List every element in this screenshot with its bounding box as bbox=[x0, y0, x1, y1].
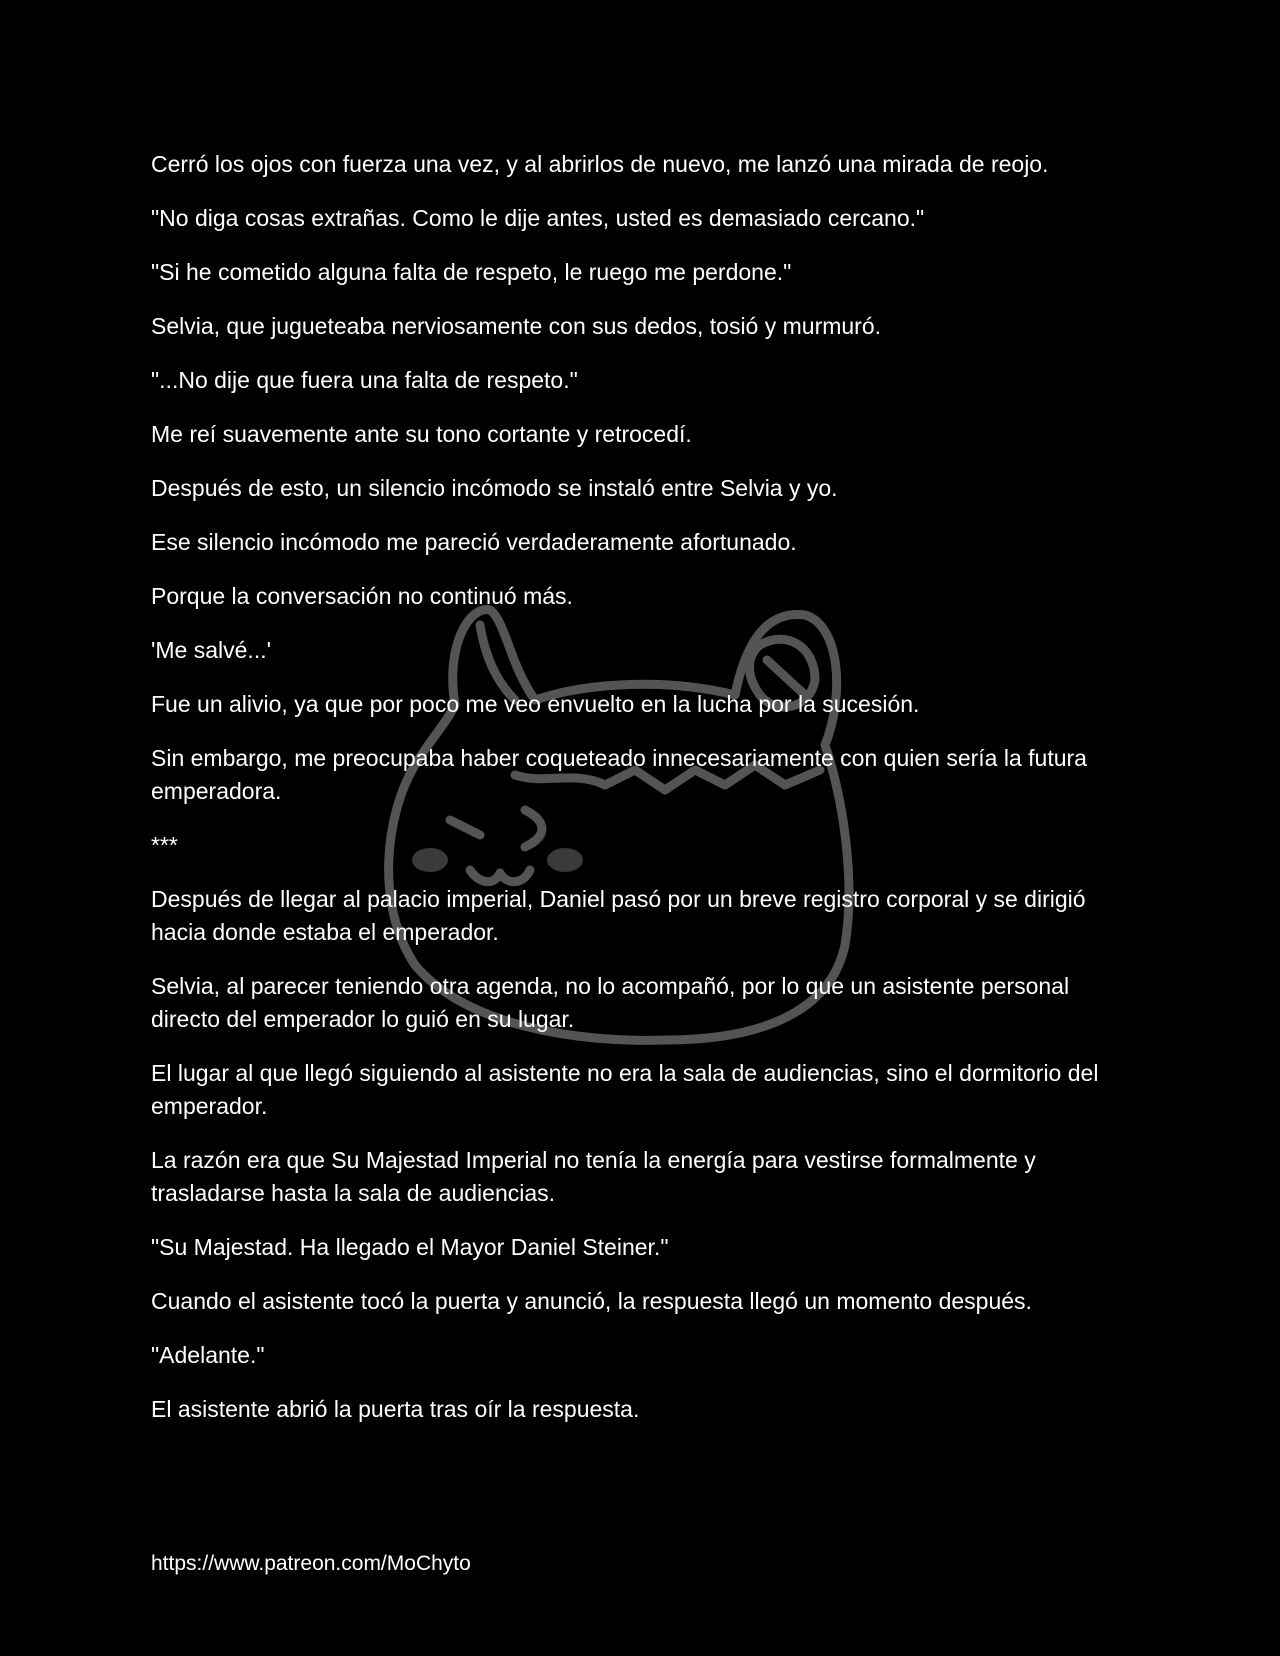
paragraph: "Adelante." bbox=[151, 1342, 265, 1368]
scene-break: *** bbox=[151, 832, 178, 858]
paragraph: "...No dije que fuera una falta de respeto." bbox=[151, 367, 578, 393]
paragraph: "Su Majestad. Ha llegado el Mayor Daniel Steiner." bbox=[151, 1234, 669, 1260]
paragraph: 'Me salvé...' bbox=[151, 637, 271, 663]
paragraph: Porque la conversación no continuó más. bbox=[151, 583, 573, 609]
paragraph: Fue un alivio, ya que por poco me veo envuelto en la lucha por la sucesión. bbox=[151, 691, 920, 717]
paragraph: "No diga cosas extrañas. Como le dije antes, usted es demasiado cercano." bbox=[151, 205, 925, 231]
paragraph: Selvia, al parecer teniendo otra agenda, no lo acompañó, por lo que un asistente personal directo del emperador lo guió en su lugar. bbox=[151, 973, 1070, 1032]
paragraph: Cerró los ojos con fuerza una vez, y al abrirlos de nuevo, me lanzó una mirada de reojo. bbox=[151, 151, 1049, 177]
story-text bbox=[151, 148, 1141, 1447]
paragraph: Ese silencio incómodo me pareció verdaderamente afortunado. bbox=[151, 529, 797, 555]
paragraph: La razón era que Su Majestad Imperial no tenía la energía para vestirse formalmente y trasladarse hasta la sala de audiencias. bbox=[151, 1147, 1036, 1206]
paragraph: Después de llegar al palacio imperial, Daniel pasó por un breve registro corporal y se dirigió hacia donde estaba el emperador. bbox=[151, 886, 1086, 945]
paragraph: Después de esto, un silencio incómodo se instaló entre Selvia y yo. bbox=[151, 475, 838, 501]
paragraph: Me reí suavemente ante su tono cortante y retrocedí. bbox=[151, 421, 692, 447]
paragraph: El asistente abrió la puerta tras oír la respuesta. bbox=[151, 1396, 640, 1422]
patreon-link[interactable]: https://www.patreon.com/MoChyto bbox=[151, 1552, 471, 1575]
paragraph: Sin embargo, me preocupaba haber coqueteado innecesariamente con quien sería la futura emperadora. bbox=[151, 745, 1087, 804]
paragraph: Cuando el asistente tocó la puerta y anunció, la respuesta llegó un momento después. bbox=[151, 1288, 1032, 1314]
paragraph: El lugar al que llegó siguiendo al asistente no era la sala de audiencias, sino el dormitorio del emperador. bbox=[151, 1060, 1099, 1119]
paragraph: "Si he cometido alguna falta de respeto, le ruego me perdone." bbox=[151, 259, 792, 285]
paragraph: Selvia, que jugueteaba nerviosamente con sus dedos, tosió y murmuró. bbox=[151, 313, 882, 339]
